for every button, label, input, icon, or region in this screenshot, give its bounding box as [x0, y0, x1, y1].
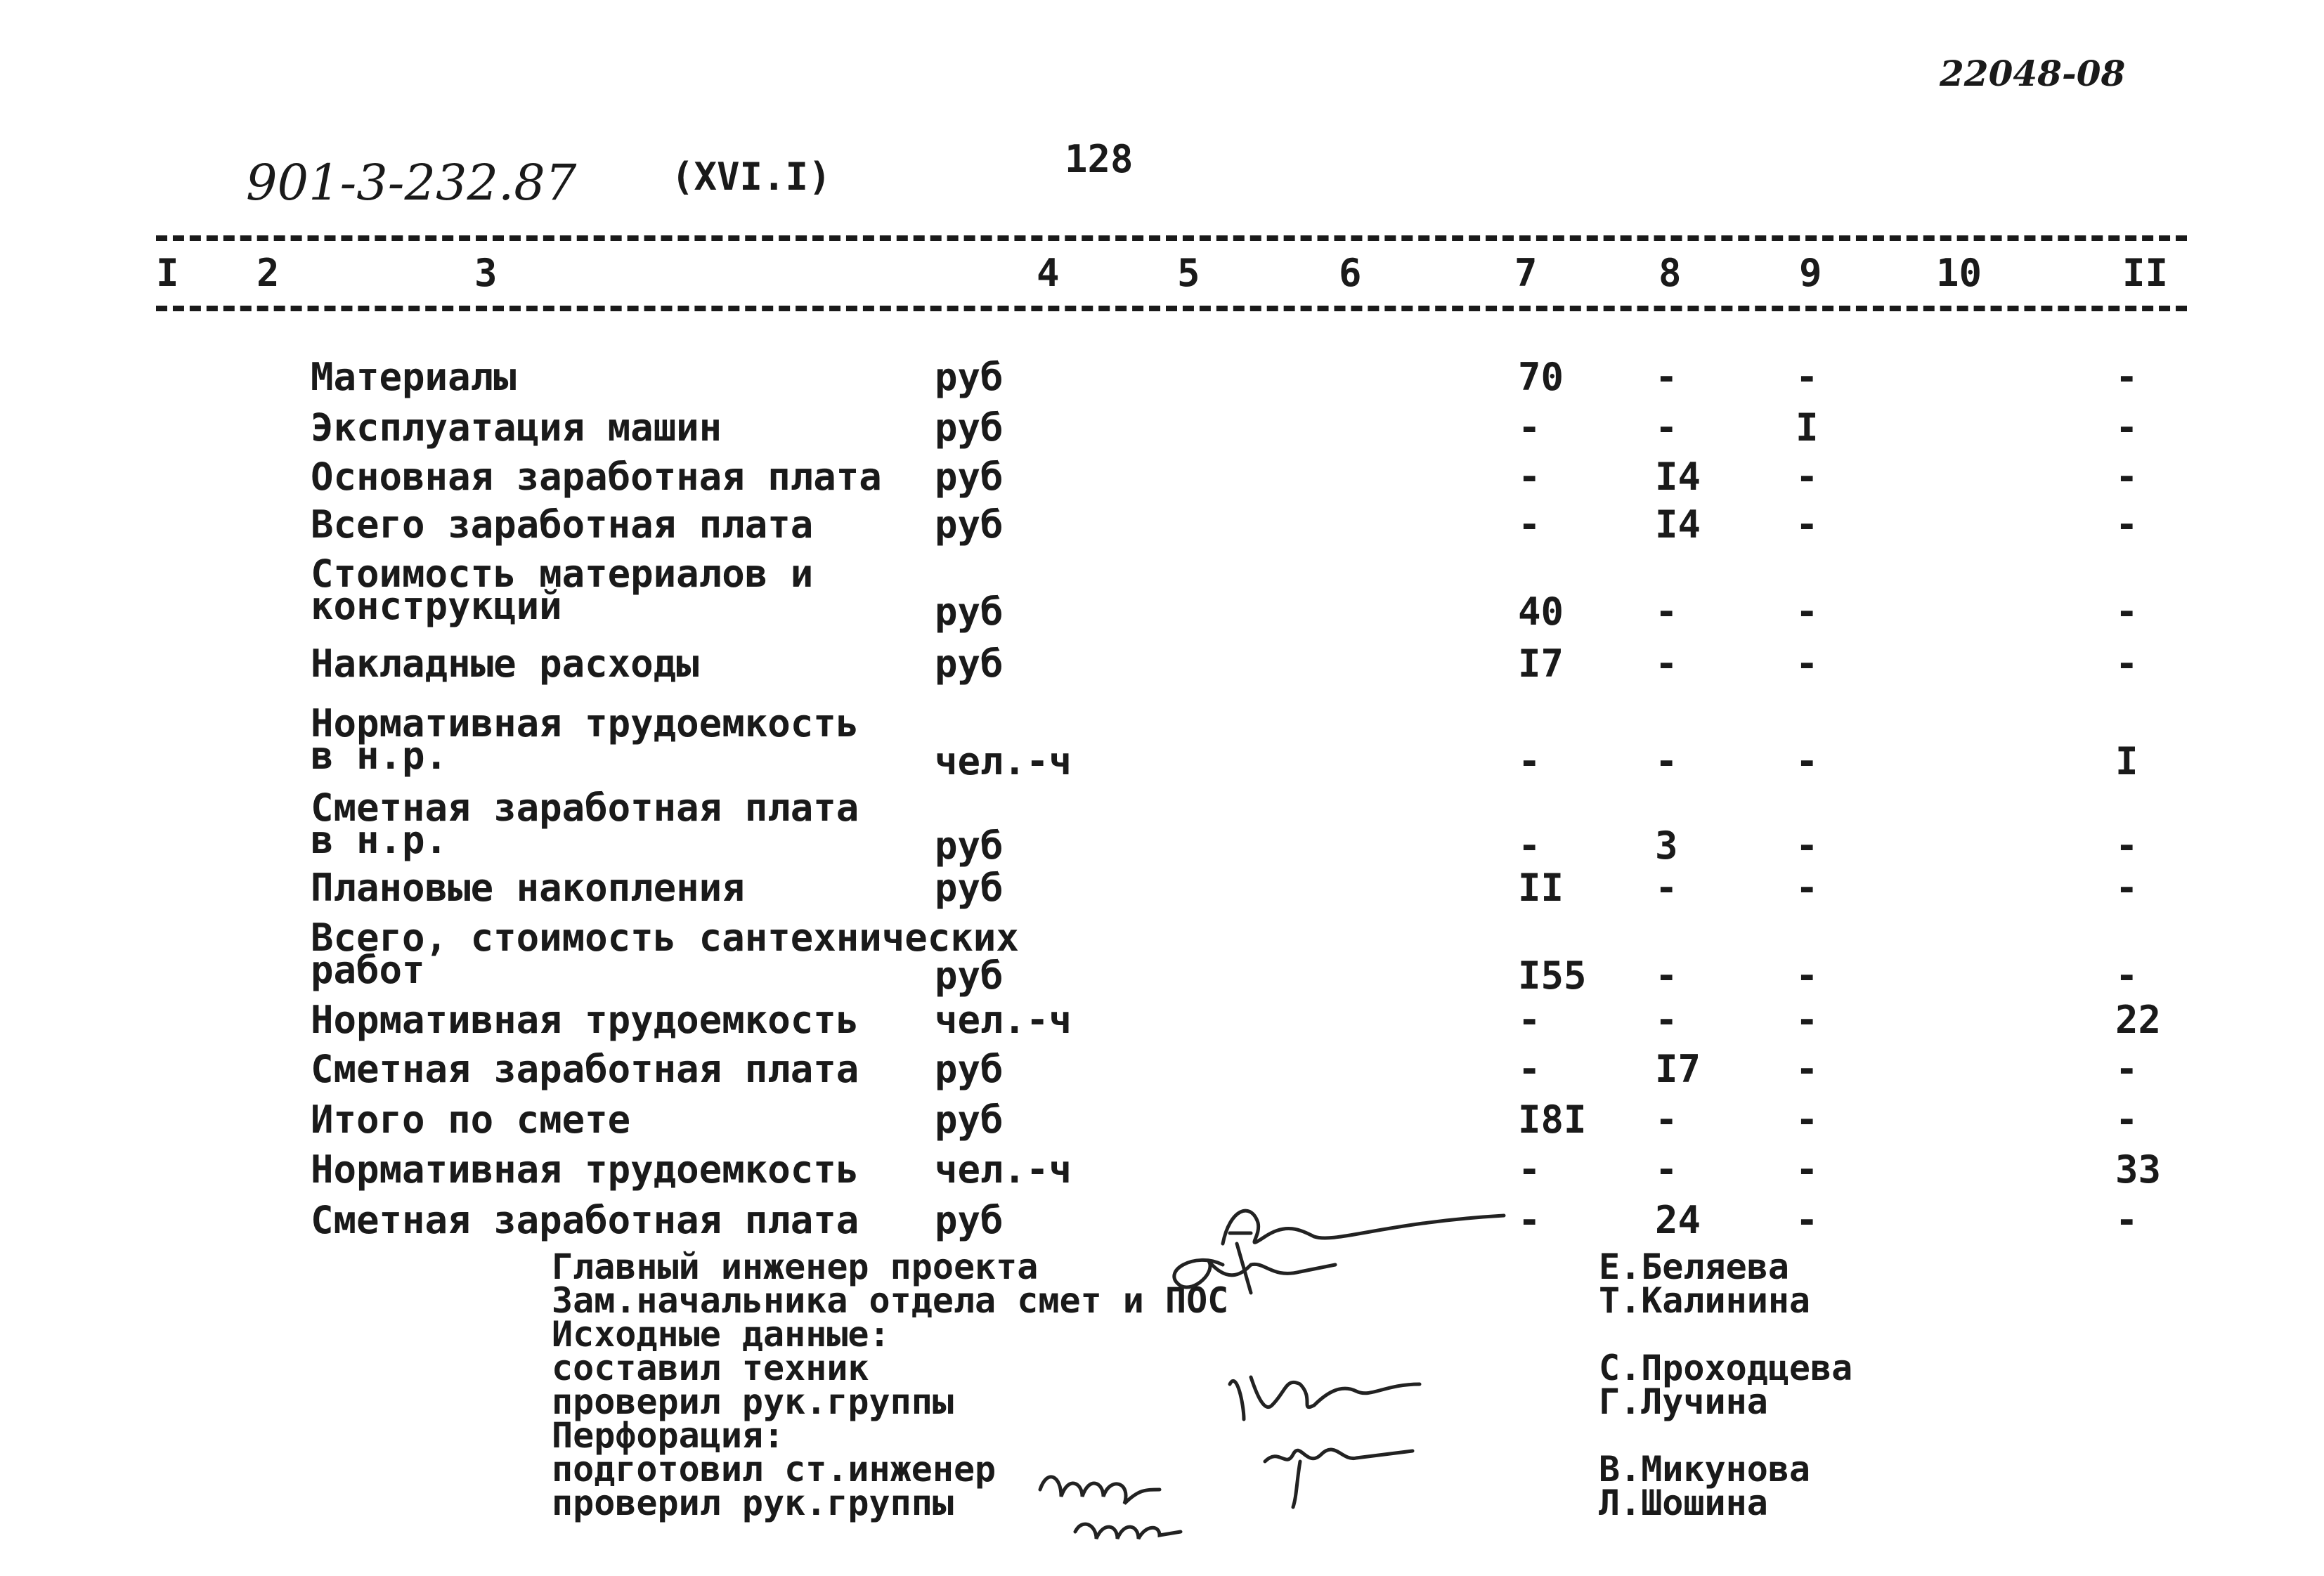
col-7-value: -: [1518, 405, 1541, 450]
col-9-value: -: [1796, 1198, 1819, 1242]
col-7-value: -: [1518, 823, 1541, 868]
col-9-value: -: [1796, 455, 1819, 499]
row-unit: руб: [935, 502, 1004, 547]
row-unit: руб: [935, 1198, 1004, 1242]
signature-role: Перфорация:: [552, 1415, 785, 1456]
row-unit: руб: [935, 953, 1004, 998]
column-number: 2: [257, 251, 280, 295]
signature-role: Главный инженер проекта: [552, 1246, 1039, 1287]
col-8-value: 3: [1655, 823, 1678, 868]
row-unit: руб: [935, 590, 1004, 634]
header-top-rule: [156, 235, 2187, 241]
col-8-value: -: [1655, 953, 1678, 998]
col-8-value: I7: [1655, 1047, 1701, 1091]
column-number: 8: [1658, 251, 1682, 295]
column-number: 5: [1177, 251, 1200, 295]
col-8-value: -: [1655, 405, 1678, 450]
col-8-value: I4: [1655, 502, 1701, 547]
col-7-value: II: [1518, 866, 1564, 910]
signature-name: Г.Лучина: [1599, 1381, 1768, 1422]
column-number: I: [156, 251, 179, 295]
row-unit: чел.-ч: [935, 998, 1072, 1042]
col-11-value: -: [2115, 953, 2138, 998]
row-unit: руб: [935, 355, 1004, 399]
col-8-value: -: [1655, 642, 1678, 686]
column-number: 10: [1936, 251, 1982, 295]
col-9-value: -: [1796, 866, 1819, 910]
header-bottom-rule: [156, 306, 2187, 311]
row-label: Накладные расходы: [311, 642, 699, 686]
col-8-value: 24: [1655, 1198, 1701, 1242]
row-label: Стоимость материалов и: [311, 552, 814, 596]
row-unit: руб: [935, 405, 1004, 450]
document-code: 901-3-232.87: [246, 154, 577, 211]
col-11-value: -: [2115, 455, 2138, 499]
col-7-value: -: [1518, 739, 1541, 783]
col-9-value: -: [1796, 1047, 1819, 1091]
col-7-value: -: [1518, 1198, 1541, 1242]
col-11-value: -: [2115, 1198, 2138, 1242]
col-7-value: -: [1518, 1047, 1541, 1091]
row-unit: руб: [935, 642, 1004, 686]
col-9-value: -: [1796, 953, 1819, 998]
row-unit: руб: [935, 823, 1004, 868]
col-9-value: -: [1796, 1147, 1819, 1192]
col-8-value: -: [1655, 998, 1678, 1042]
signature-role: Исходные данные:: [552, 1314, 890, 1355]
row-label: Сметная заработная плата: [311, 786, 859, 830]
col-9-value: -: [1796, 998, 1819, 1042]
signature-name: Е.Беляева: [1599, 1246, 1789, 1287]
signature-role: проверил рук.группы: [552, 1381, 954, 1422]
signature-name: Л.Шошина: [1599, 1483, 1768, 1523]
row-label: работ: [311, 948, 425, 992]
col-9-value: -: [1796, 502, 1819, 547]
col-7-value: -: [1518, 455, 1541, 499]
row-label: Плановые накопления: [311, 866, 745, 910]
row-unit: чел.-ч: [935, 1147, 1072, 1192]
row-label: Материалы: [311, 355, 517, 399]
col-11-value: -: [2115, 1047, 2138, 1091]
signature-role: проверил рук.группы: [552, 1483, 954, 1523]
row-label: Нормативная трудоемкость: [311, 701, 859, 745]
signature-name: С.Проходцева: [1599, 1348, 1853, 1388]
col-7-value: I7: [1518, 642, 1564, 686]
col-8-value: -: [1655, 866, 1678, 910]
row-label: Эксплуатация машин: [311, 405, 722, 450]
col-8-value: -: [1655, 590, 1678, 634]
column-number: 6: [1339, 251, 1362, 295]
column-number: II: [2122, 251, 2169, 295]
col-8-value: -: [1655, 739, 1678, 783]
row-label: Сметная заработная плата: [311, 1047, 859, 1091]
row-unit: руб: [935, 866, 1004, 910]
col-7-value: 40: [1518, 590, 1564, 634]
col-9-value: -: [1796, 590, 1819, 634]
row-label: в н.р.: [311, 734, 448, 778]
col-11-value: -: [2115, 355, 2138, 399]
col-7-value: 70: [1518, 355, 1564, 399]
row-unit: руб: [935, 1047, 1004, 1091]
column-number: 4: [1037, 251, 1060, 295]
row-unit: руб: [935, 455, 1004, 499]
col-9-value: -: [1796, 642, 1819, 686]
signature-role: составил техник: [552, 1348, 869, 1388]
corner-code: 22048-08: [1940, 53, 2126, 94]
row-label: конструкций: [311, 584, 562, 628]
col-7-value: I55: [1518, 953, 1587, 998]
col-8-value: I4: [1655, 455, 1701, 499]
col-11-value: -: [2115, 866, 2138, 910]
row-label: Основная заработная плата: [311, 455, 882, 499]
col-9-value: -: [1796, 823, 1819, 868]
section-code: (XVI.I): [671, 155, 831, 199]
signature-name: В.Микунова: [1599, 1449, 1811, 1490]
col-11-value: I: [2115, 739, 2138, 783]
column-number: 9: [1799, 251, 1822, 295]
col-11-value: -: [2115, 642, 2138, 686]
col-7-value: -: [1518, 1147, 1541, 1192]
col-11-value: -: [2115, 405, 2138, 450]
row-label: Сметная заработная плата: [311, 1198, 859, 1242]
page-number: 128: [1065, 137, 1134, 181]
row-unit: чел.-ч: [935, 739, 1072, 783]
col-9-value: -: [1796, 355, 1819, 399]
col-7-value: -: [1518, 502, 1541, 547]
col-11-value: -: [2115, 823, 2138, 868]
col-9-value: I: [1796, 405, 1819, 450]
col-11-value: -: [2115, 502, 2138, 547]
row-label: Нормативная трудоемкость: [311, 1147, 859, 1192]
signature-role: Зам.начальника отдела смет и ПОС: [552, 1280, 1229, 1321]
column-number: 3: [474, 251, 498, 295]
col-11-value: 33: [2115, 1147, 2162, 1192]
row-unit: руб: [935, 1098, 1004, 1142]
col-11-value: -: [2115, 1098, 2138, 1142]
row-label: Всего, стоимость сантехнических: [311, 916, 1019, 960]
col-7-value: -: [1518, 998, 1541, 1042]
signature-role: подготовил ст.инженер: [552, 1449, 997, 1490]
column-number: 7: [1514, 251, 1538, 295]
col-11-value: -: [2115, 590, 2138, 634]
row-label: Итого по смете: [311, 1098, 631, 1142]
signature-scribbles: [1019, 1194, 1511, 1560]
col-8-value: -: [1655, 1098, 1678, 1142]
row-label: Всего заработная плата: [311, 502, 814, 547]
row-label: Нормативная трудоемкость: [311, 998, 859, 1042]
col-8-value: -: [1655, 1147, 1678, 1192]
col-9-value: -: [1796, 739, 1819, 783]
col-11-value: 22: [2115, 998, 2162, 1042]
col-8-value: -: [1655, 355, 1678, 399]
col-7-value: I8I: [1518, 1098, 1587, 1142]
row-label: в н.р.: [311, 818, 448, 862]
signature-name: Т.Калинина: [1599, 1280, 1811, 1321]
col-9-value: -: [1796, 1098, 1819, 1142]
